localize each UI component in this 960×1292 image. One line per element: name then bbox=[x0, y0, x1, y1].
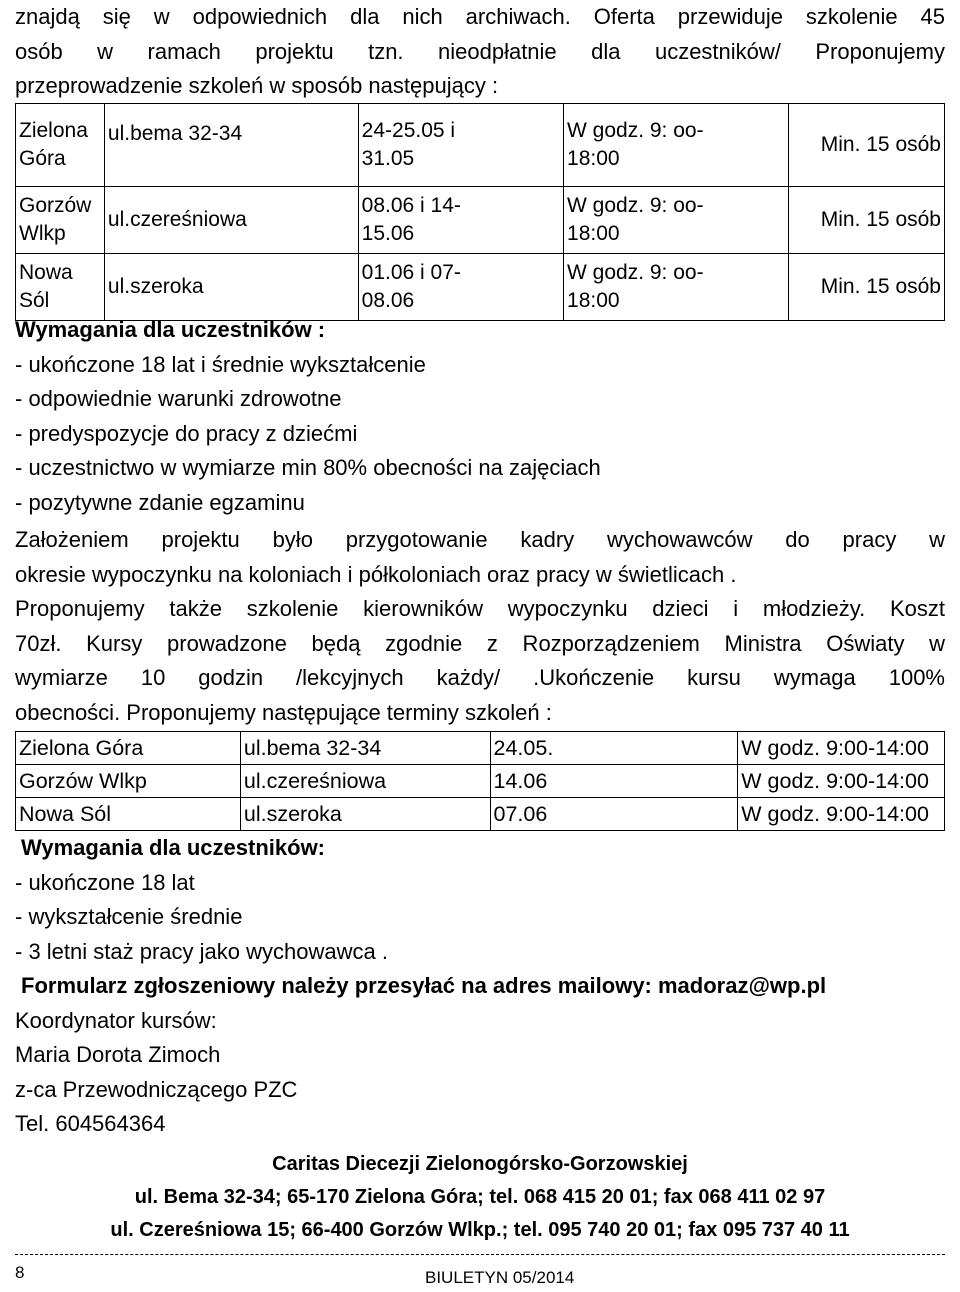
table-cell-time: W godz. 9: oo- 18:00 bbox=[564, 187, 789, 254]
table-cell-street: ul.czereśniowa bbox=[104, 187, 358, 254]
table-cell-time: W godz. 9:00-14:00 bbox=[738, 765, 945, 798]
requirement-item: - odpowiednie warunki zdrowotne bbox=[15, 386, 342, 411]
table-cell-city: Nowa Sól bbox=[16, 798, 241, 831]
table-cell-street: ul.bema 32-34 bbox=[104, 104, 358, 187]
project-paragraph bbox=[15, 523, 945, 730]
requirements-heading: Wymagania dla uczestników: bbox=[21, 835, 326, 860]
requirement-item: - ukończone 18 lat bbox=[15, 869, 195, 895]
table-cell-city: Zielona Góra bbox=[16, 104, 105, 187]
intro-line: znajdą się w odpowiednich dla nich archiwach. Oferta przewiduje szkolenie 45 bbox=[15, 4, 945, 29]
coordinator-name: Maria Dorota Zimoch bbox=[15, 1042, 221, 1067]
table-cell-time: W godz. 9: oo- 18:00 bbox=[564, 254, 789, 321]
footer-divider bbox=[15, 1254, 945, 1255]
coordinator-role: z-ca Przewodniczącego PZC bbox=[15, 1076, 298, 1102]
footer-org: Caritas Diecezji Zielonogórsko-Gorzowskiej bbox=[272, 1153, 688, 1175]
table-cell-time: W godz. 9: oo- 18:00 bbox=[564, 104, 789, 187]
paragraph-line: 70zł. Kursy prowadzone będą zgodnie z Rozporządzeniem Ministra Oświaty w bbox=[15, 630, 945, 656]
table-cell-date: 07.06 bbox=[490, 798, 738, 831]
form-notice: Formularz zgłoszeniowy należy przesyłać na adres mailowy: madoraz@wp.pl bbox=[21, 973, 827, 998]
table-row bbox=[16, 765, 945, 798]
table-cell-street: ul.szeroka bbox=[104, 254, 358, 321]
table-cell-street: ul.bema 32-34 bbox=[240, 732, 490, 765]
intro-paragraph bbox=[15, 0, 945, 104]
footer-address: ul. Czereśniowa 15; 66-400 Gorzów Wlkp.; tel. 095 740 20 01; fax 095 737 40 11 bbox=[110, 1219, 850, 1241]
table-cell-capacity: Min. 15 osób bbox=[789, 254, 945, 321]
requirement-item: - predyspozycje do pracy z dziećmi bbox=[15, 420, 358, 446]
table-cell-capacity: Min. 15 osób bbox=[789, 104, 945, 187]
table-row bbox=[16, 732, 945, 765]
table-row bbox=[16, 254, 945, 321]
schedule-table-2 bbox=[15, 731, 945, 831]
table-cell-street: ul.czereśniowa bbox=[240, 765, 490, 798]
footer-address-block bbox=[15, 1148, 945, 1247]
table-row bbox=[16, 187, 945, 254]
page-number: 8 bbox=[15, 1263, 25, 1282]
table-cell-date: 24.05. bbox=[490, 732, 738, 765]
intro-line: przeprowadzenie szkoleń w sposób następujący : bbox=[15, 73, 499, 98]
table-row bbox=[16, 104, 945, 187]
paragraph-line: wymiarze 10 godzin /lekcyjnych każdy/ .Ukończenie kursu wymaga 100% bbox=[15, 665, 945, 690]
table-cell-date: 01.06 i 07- 08.06 bbox=[358, 254, 563, 321]
table-cell-time: W godz. 9:00-14:00 bbox=[738, 732, 945, 765]
paragraph-line: obecności. Proponujemy następujące terminy szkoleń : bbox=[15, 699, 552, 725]
footer-address: ul. Bema 32-34; 65-170 Zielona Góra; tel. 068 415 20 01; fax 068 411 02 97 bbox=[134, 1186, 826, 1208]
requirements-section-2 bbox=[15, 831, 945, 1142]
table-cell-date: 08.06 i 14- 15.06 bbox=[358, 187, 563, 254]
table-cell-date: 24-25.05 i 31.05 bbox=[358, 104, 563, 187]
requirement-item: - pozytywne zdanie egzaminu bbox=[15, 489, 305, 515]
requirement-item: - 3 letni staż pracy jako wychowawca . bbox=[15, 938, 388, 964]
table-cell-city: Gorzów Wlkp bbox=[16, 187, 105, 254]
requirement-item: - wykształcenie średnie bbox=[15, 904, 243, 929]
intro-line: osób w ramach projektu tzn. nieodpłatnie dla uczestników/ Proponujemy bbox=[15, 38, 945, 64]
paragraph-line: Proponujemy także szkolenie kierowników wypoczynku dzieci i młodzieży. Koszt bbox=[15, 596, 945, 621]
requirement-item: - ukończone 18 lat i średnie wykształcenie bbox=[15, 351, 426, 377]
bulletin-label: BIULETYN 05/2014 bbox=[425, 1268, 575, 1287]
coordinator-phone: Tel. 604564364 bbox=[15, 1111, 166, 1136]
requirement-item: - uczestnictwo w wymiarze min 80% obecności na zajęciach bbox=[15, 455, 601, 480]
requirements-section-1 bbox=[15, 313, 945, 520]
table-cell-street: ul.szeroka bbox=[240, 798, 490, 831]
schedule-table-1 bbox=[15, 103, 945, 321]
requirements-heading: Wymagania dla uczestników : bbox=[15, 317, 326, 342]
paragraph-line: Założeniem projektu było przygotowanie kadry wychowawców do pracy w bbox=[15, 527, 945, 552]
table-row bbox=[16, 798, 945, 831]
table-cell-city: Nowa Sól bbox=[16, 254, 105, 321]
table-cell-date: 14.06 bbox=[490, 765, 738, 798]
table-cell-city: Zielona Góra bbox=[16, 732, 241, 765]
coordinator-label: Koordynator kursów: bbox=[15, 1007, 217, 1033]
paragraph-line: okresie wypoczynku na koloniach i półkoloniach oraz pracy w świetlicach . bbox=[15, 561, 737, 587]
table-cell-capacity: Min. 15 osób bbox=[789, 187, 945, 254]
table-cell-city: Gorzów Wlkp bbox=[16, 765, 241, 798]
table-cell-time: W godz. 9:00-14:00 bbox=[738, 798, 945, 831]
